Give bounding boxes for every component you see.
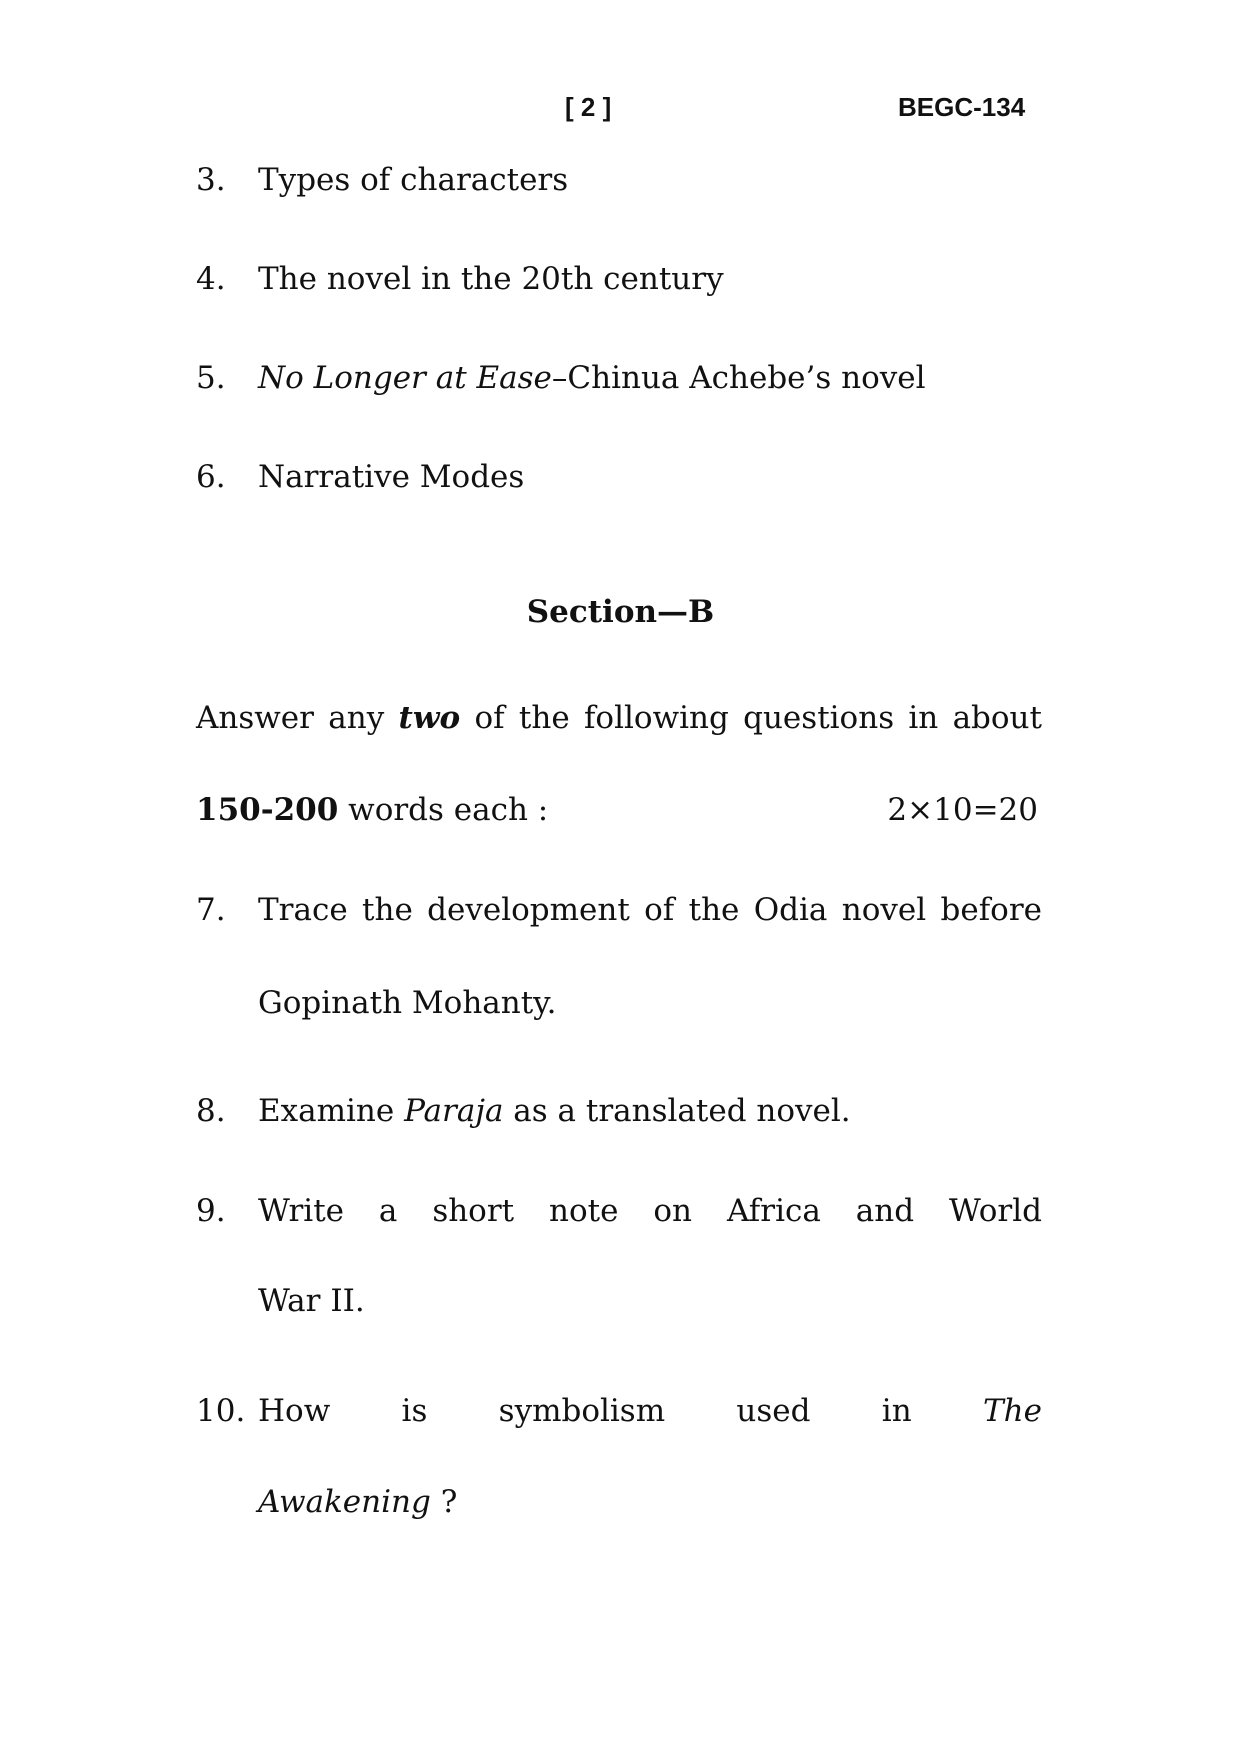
question-word: note — [549, 1193, 619, 1229]
book-title: Paraja — [404, 1093, 504, 1129]
question-text: Gopinath Mohanty. — [258, 985, 557, 1021]
question-number: 8. — [196, 1093, 226, 1129]
book-title: Awakening — [258, 1484, 431, 1520]
instruction-line-1 — [196, 700, 1042, 736]
item-number: 3. — [196, 162, 226, 198]
section-title: Section—B — [526, 594, 715, 630]
question-word: Africa — [726, 1193, 821, 1229]
page-number: [ 2 ] — [565, 92, 612, 122]
question-word: the — [362, 892, 413, 928]
item-text: Narrative Modes — [258, 459, 525, 495]
instr-word: about — [952, 700, 1042, 736]
item-number: 4. — [196, 261, 226, 297]
question-word: used — [736, 1393, 811, 1429]
instr-word: Answer — [196, 700, 314, 736]
instr-word: following — [583, 700, 729, 736]
marks: 2×10=20 — [887, 792, 1038, 828]
instr-word: in — [908, 700, 939, 736]
question-word: of — [644, 892, 675, 928]
question-line — [258, 1393, 1042, 1429]
question-word: a — [378, 1193, 398, 1229]
question-number: 10. — [196, 1393, 246, 1429]
question-text: Awakening ? — [258, 1484, 458, 1520]
question-word: World — [948, 1193, 1042, 1229]
book-title: No Longer at Ease — [258, 360, 552, 396]
instr-emphasis: two — [398, 700, 461, 736]
question-word: before — [940, 892, 1042, 928]
question-word: Write — [258, 1193, 345, 1229]
question-word: How — [258, 1393, 331, 1429]
word-limit: 150-200 — [196, 792, 339, 828]
instr-text: words each : — [348, 792, 549, 828]
course-code: BEGC-134 — [898, 92, 1026, 122]
question-word: Odia — [753, 892, 828, 928]
question-word: Trace — [258, 892, 348, 928]
question-word: is — [401, 1393, 428, 1429]
question-line — [258, 1193, 1042, 1229]
question-word: novel — [841, 892, 927, 928]
instr-word: the — [518, 700, 570, 736]
instr-word: any — [328, 700, 385, 736]
question-word: the — [688, 892, 740, 928]
question-word: short — [432, 1193, 515, 1229]
item-text-rest: –Chinua Achebe’s novel — [551, 360, 926, 396]
item-number: 6. — [196, 459, 226, 495]
question-number: 9. — [196, 1193, 226, 1229]
item-text: The novel in the 20th century — [258, 261, 724, 297]
item-text — [258, 360, 926, 396]
question-text: Examine Paraja as a translated novel. — [258, 1093, 851, 1129]
instr-word: questions — [743, 700, 895, 736]
question-line — [258, 892, 1042, 928]
question-word: symbolism — [498, 1393, 666, 1429]
question-word: development — [427, 892, 630, 928]
question-word: and — [855, 1193, 915, 1229]
book-title: The — [982, 1393, 1042, 1429]
item-number: 5. — [196, 360, 226, 396]
item-text: Types of characters — [258, 162, 569, 198]
instr-word: of — [474, 700, 505, 736]
question-word: on — [653, 1193, 693, 1229]
question-word: in — [881, 1393, 912, 1429]
question-number: 7. — [196, 892, 226, 928]
question-text: War II. — [258, 1283, 365, 1319]
